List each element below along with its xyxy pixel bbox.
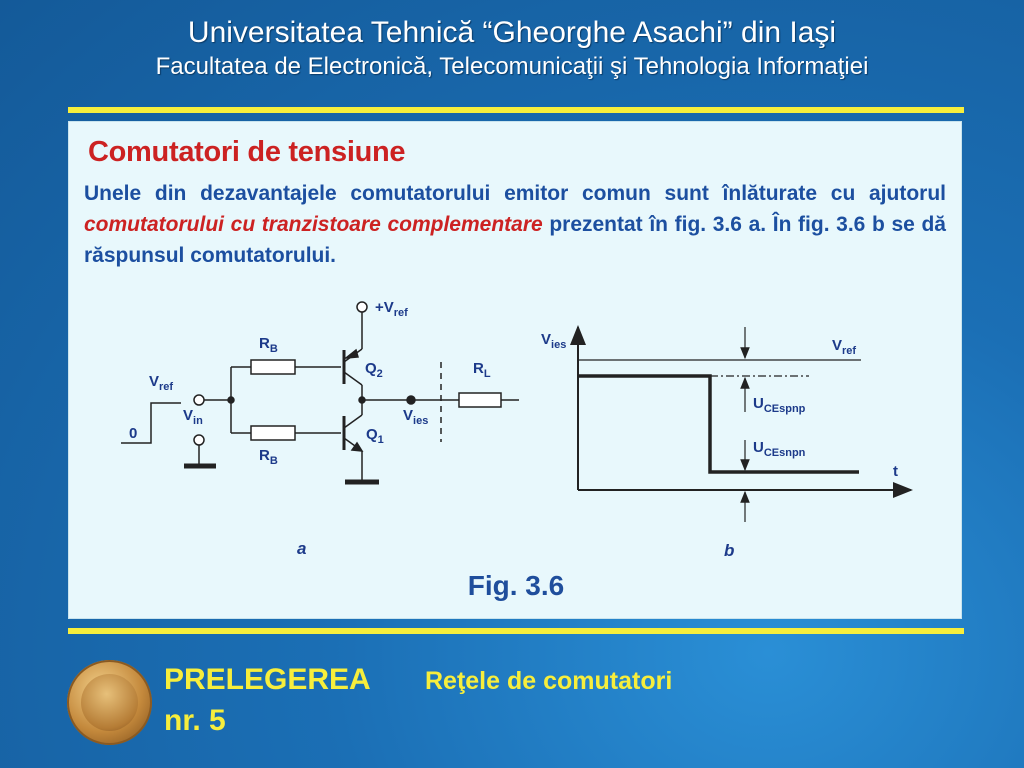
label-b: b xyxy=(724,541,735,560)
paragraph-highlight: comutatorului cu tranzistoare complementare xyxy=(84,213,543,236)
circuit-diagram xyxy=(121,302,519,482)
label-vref-level: $V_{ref}$ xyxy=(832,337,857,357)
label-zero: 0 xyxy=(129,425,138,442)
label-vin: $V_{in}$ xyxy=(183,407,203,427)
input-terminal xyxy=(194,395,204,405)
label-q1: $Q_1$ xyxy=(366,426,384,446)
label-vref-supply: $+V_{ref}$ xyxy=(375,299,408,319)
label-y-axis: $V_{ies}$ xyxy=(541,331,567,351)
label-rb-top: $R_B$ xyxy=(259,335,278,355)
resistor-rb-top xyxy=(251,360,295,374)
supply-terminal xyxy=(357,302,367,312)
circuit-labels xyxy=(129,299,491,558)
response-diagram xyxy=(578,327,911,522)
paragraph-text-end: prezentat în fig. 3.6 a. În fig. 3.6 b se dă răspunsul comutatorului. xyxy=(84,213,946,267)
resistor-rl xyxy=(459,393,501,407)
slide-heading: Comutatori de tensiune xyxy=(88,136,406,168)
figure-caption: Fig. 3.6 xyxy=(467,570,565,601)
footer-number: nr. 5 xyxy=(164,704,226,737)
footer-lecture: PRELEGEREA xyxy=(164,663,371,696)
label-vref-input: $V_{ref}$ xyxy=(149,373,174,393)
university-title: Universitatea Tehnică “Gheorghe Asachi” din Iaşi xyxy=(187,16,837,49)
university-medal-logo xyxy=(67,660,152,745)
label-rb-bottom: $R_B$ xyxy=(259,447,278,467)
footer-topic: Reţele de comutatori xyxy=(425,667,673,695)
label-vies: $V_{ies}$ xyxy=(403,407,429,427)
faculty-subtitle: Facultatea de Electronică, Telecomunicaţii şi Tehnologia Informaţiei xyxy=(155,53,869,80)
label-q2: $Q_2$ xyxy=(365,360,383,380)
resistor-rb-bottom xyxy=(251,426,295,440)
label-t: t xyxy=(893,463,898,480)
bottom-divider xyxy=(68,628,964,634)
label-a: a xyxy=(297,539,307,558)
header xyxy=(0,14,1024,82)
ground-terminal xyxy=(194,435,204,445)
label-ucespnp: $U_{CEspnp}$ xyxy=(753,395,806,415)
response-waveform xyxy=(578,376,859,472)
label-ucesnpn: $U_{CEsnpn}$ xyxy=(753,439,806,459)
content-panel xyxy=(68,121,962,619)
top-divider xyxy=(68,107,964,113)
output-terminal xyxy=(407,396,415,404)
label-rl: $R_L$ xyxy=(473,360,491,380)
response-labels xyxy=(541,331,898,560)
paragraph-text-start: Unele din dezavantajele comutatorului emitor comun sunt înlăturate cu ajutorul xyxy=(84,182,946,205)
figure-3-6 xyxy=(69,122,963,620)
